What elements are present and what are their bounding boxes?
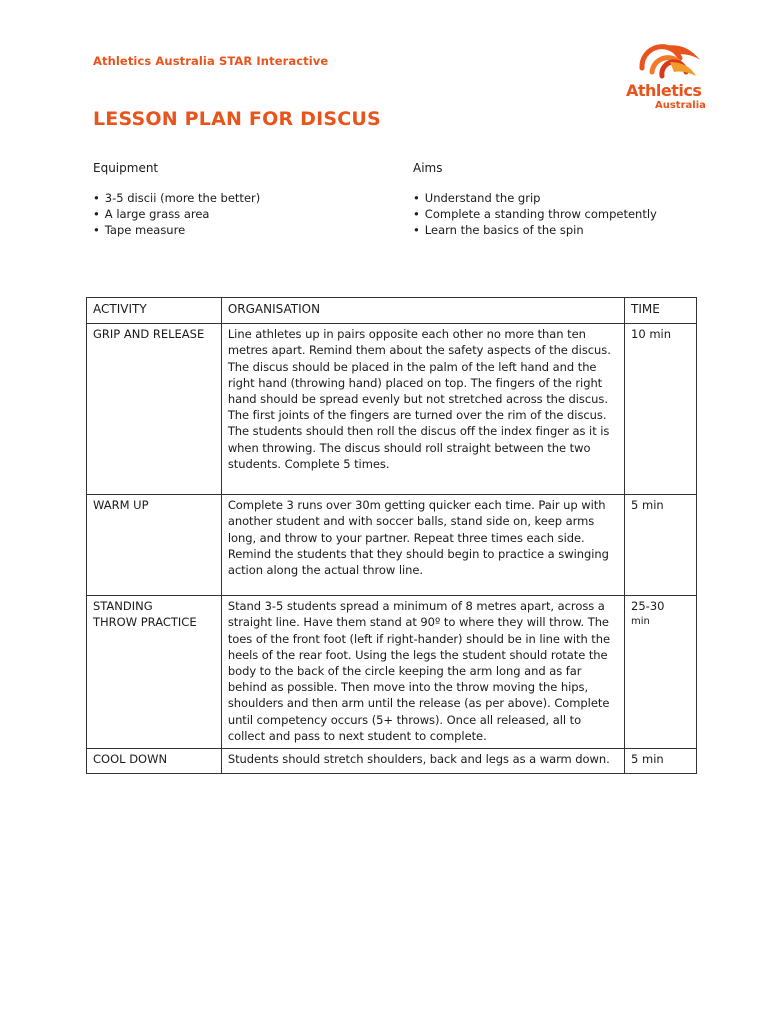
time-cell: 5 min (625, 495, 697, 596)
list-item: • Tape measure (93, 222, 393, 238)
organisation-cell: Line athletes up in pairs opposite each other no more than ten metres apart. Remind them about the safety aspects of the discus. The discus should be placed in the palm of the left hand and the right hand (throwing hand) placed on top. The fingers of the right hand should be spread evenly but not stretched across the discus. The first joints of the fingers are turned over the rim of the discus. The students should then roll the discus off the index finger as it is when throwing. The discus should roll straight between the two students. Complete 5 times. (221, 324, 624, 495)
aims-heading: Aims (413, 161, 443, 175)
organisation-cell: Stand 3-5 students spread a minimum of 8 metres apart, across a straight line. Have them stand at 90º to where they will throw. The toes of the front foot (left if right-hander) should be in line with the heels of the rear foot. Using the legs the student should rotate the body to the back of the circle keeping the arm long and as far behind as possible. Then move into the throw moving the hips, shoulders and then arm until the release (as per above). Complete until competency occurs (5+ throws). Once all released, all to collect and pass to next student to complete. (221, 596, 624, 749)
list-item: • Learn the basics of the spin (413, 222, 713, 238)
table-row (87, 495, 697, 596)
lesson-plan-table (86, 297, 697, 774)
equipment-heading: Equipment (93, 161, 159, 175)
logo-wordmark: Athletics (626, 81, 702, 100)
time-cell: 10 min (625, 324, 697, 495)
table-row (87, 749, 697, 774)
activity-cell: GRIP AND RELEASE (87, 324, 222, 495)
organisation-cell: Students should stretch shoulders, back and legs as a warm down. (221, 749, 624, 774)
time-cell (625, 596, 697, 749)
equipment-section (93, 160, 393, 238)
organisation-cell: Complete 3 runs over 30m getting quicker each time. Pair up with another student and with soccer balls, stand side on, keep arms long, and throw to your partner. Repeat three times each side. Remind the students that they should begin to practice a swinging action along the actual throw line. (221, 495, 624, 596)
aims-section (413, 160, 713, 238)
logo-subtitle: Australia (655, 100, 706, 111)
activity-column-header: ACTIVITY (87, 298, 222, 324)
time-column-header: TIME (625, 298, 697, 324)
list-item: • Understand the grip (413, 190, 713, 206)
table-row (87, 596, 697, 749)
list-item: • 3-5 discii (more the better) (93, 190, 393, 206)
aims-list (413, 190, 713, 238)
page-title: LESSON PLAN FOR DISCUS (93, 108, 381, 130)
equipment-list (93, 190, 393, 238)
activity-cell: WARM UP (87, 495, 222, 596)
time-cell: 5 min (625, 749, 697, 774)
table-row (87, 324, 697, 495)
list-item: • A large grass area (93, 206, 393, 222)
organisation-column-header: ORGANISATION (221, 298, 624, 324)
list-item: • Complete a standing throw competently (413, 206, 713, 222)
time-line: min (631, 616, 650, 628)
activity-cell: COOL DOWN (87, 749, 222, 774)
time-line: 25-30 (631, 599, 665, 614)
table-header-row (87, 298, 697, 324)
brand-header: Athletics Australia STAR Interactive (93, 54, 329, 68)
activity-cell (87, 596, 222, 749)
activity-line: THROW PRACTICE (93, 615, 197, 630)
activity-line: STANDING (93, 599, 153, 614)
